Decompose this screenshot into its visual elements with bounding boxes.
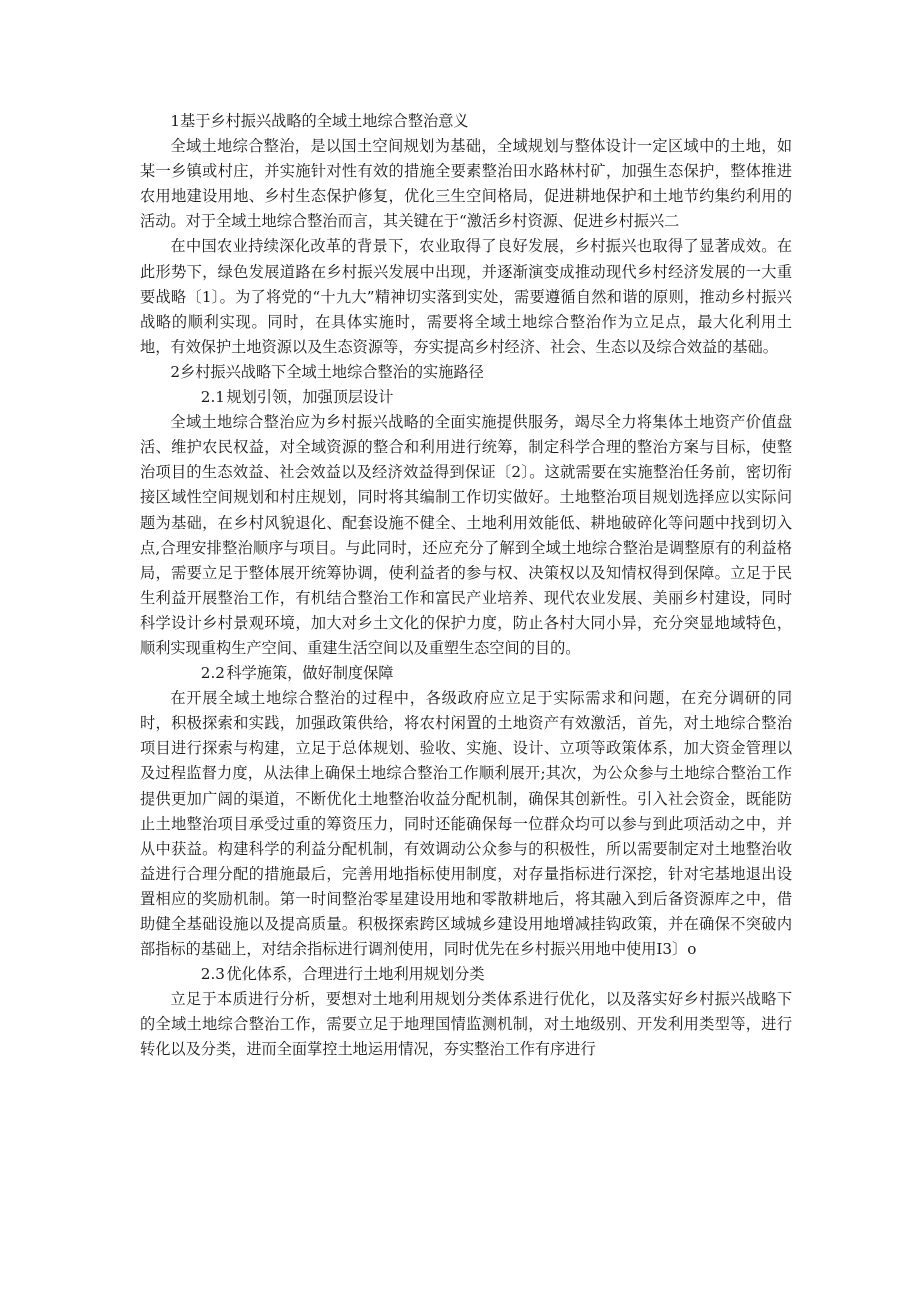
subsection-number: 2.1 bbox=[200, 388, 225, 407]
section-heading-1: 1基于乡村振兴战略的全域土地综合整治意义 bbox=[170, 112, 469, 130]
subsection-number: 2.2 bbox=[200, 664, 225, 683]
paragraph-3: 全域土地综合整治应为乡村振兴战略的全面实施提供服务，竭尽全力将集体土地资产价值盘活、维护农民权益，对全域资源的整合和利用进行统筹，制定科学合理的整治方案与目标，使整治项目的生态效益、社会效益以及经济效益得到保证〔2〕。这就需要在实施整治任务前，密切衔接区域性空间规划和村庄规划，同时将其编制工作切实做好。土地整治项目规划选择应以实际问题为基础，在乡村风貌退化、配套设施不健全、土地利用效能低、耕地破碎化等问题中找到切入点,合理安排整治顺序与项目。与此同时，还应充分了解到全域土地综合整治是调整原有的利益格局，需要立足于整体展开统筹协调，使利益者的参与权、决策权以及知情权得到保障。立足于民生利益开展整治工作，有机结合整治工作和富民产业培养、现代农业发展、美丽乡村建设，同时科学设计乡村景观环境，加大对乡土文化的保护力度，防止各村大同小异，充分突显地域特色，顺利实现重构生产空间、重建生活空间以及重塑生态空间的目的。 bbox=[140, 413, 792, 657]
subsection-title: 规划引领，加强顶层设计 bbox=[226, 388, 394, 407]
subsection-number: 2.3 bbox=[200, 965, 225, 984]
subsection-heading-2-1 bbox=[140, 385, 792, 410]
section-heading-2: 2乡村振兴战略下全域土地综合整治的实施路径 bbox=[170, 362, 484, 381]
subsection-heading-2-2 bbox=[140, 661, 792, 686]
paragraph-5: 立足于本质进行分析，要想对土地利用规划分类体系进行优化，以及落实好乡村振兴战略下的全域土地综合整治工作，需要立足于地理国情监测机制，对土地级别、开发利用类型等，进行转化以及分类，进而全面掌控土地运用情况，夯实整治工作有序进行 bbox=[140, 990, 792, 1059]
paragraph-4: 在开展全域土地综合整治的过程中，各级政府应立足于实际需求和问题，在充分调研的同时，积极探索和实践，加强政策供给，将农村闲置的土地资产有效激活，首先，对土地综合整治项目进行探索与构建，立足于总体规划、验收、实施、设计、立项等政策体系，加大资金管理以及过程监督力度，从法律上确保土地综合整治工作顺利展开;其次，为公众参与土地综合整治工作提供更加广阔的渠道，不断优化土地整治收益分配机制，确保其创新性。引入社会资金，既能防止土地整治项目承受过重的筹资压力，同时还能确保每一位群众均可以参与到此项活动之中，并从中获益。构建科学的利益分配机制，有效调动公众参与的积极性，所以需要制定对土地整治收益进行合理分配的措施最后，完善用地指标使用制度，对存量指标进行深挖，针对宅基地退出设置相应的奖励机制。第一时间整治零星建设用地和零散耕地后，将其融入到后备资源库之中，借助健全基础设施以及提高质量。积极探索跨区域城乡建设用地增减挂钩政策，并在确保不突破内部指标的基础上，对结余指标进行调剂使用，同时优先在乡村振兴用地中使用I3〕o bbox=[140, 689, 792, 959]
subsection-title: 优化体系，合理进行土地利用规划分类 bbox=[226, 965, 485, 984]
subsection-title: 科学施策，做好制度保障 bbox=[226, 664, 394, 683]
paragraph-2: 在中国农业持续深化改革的背景下，农业取得了良好发展，乡村振兴也取得了显著成效。在此形势下，绿色发展道路在乡村振兴发展中出现，并逐渐演变成推动现代乡村经济发展的一大重要战略〔1〕。为了将党的“十九大”精神切实落到实处，需要遵循自然和谐的原则，推动乡村振兴战略的顺利实现。同时，在具体实施时，需要将全域土地综合整治作为立足点，最大化利用土地，有效保护土地资源以及生态资源等，夯实提高乡村经济、社会、生态以及综合效益的基础。 bbox=[140, 237, 792, 356]
document-body bbox=[140, 109, 792, 1063]
subsection-heading-2-3 bbox=[140, 962, 792, 987]
paragraph-1: 全域土地综合整治，是以国土空间规划为基础，全域规划与整体设计一定区域中的土地，如某一乡镇或村庄，并实施针对性有效的措施全要素整治田水路林村矿，加强生态保护，整体推进农用地建设用地、乡村生态保护修复，优化三生空间格局，促进耕地保护和土地节约集约利用的活动。对于全域土地综合整治而言，其关键在于“激活乡村资源、促进乡村振兴二 bbox=[140, 137, 792, 231]
